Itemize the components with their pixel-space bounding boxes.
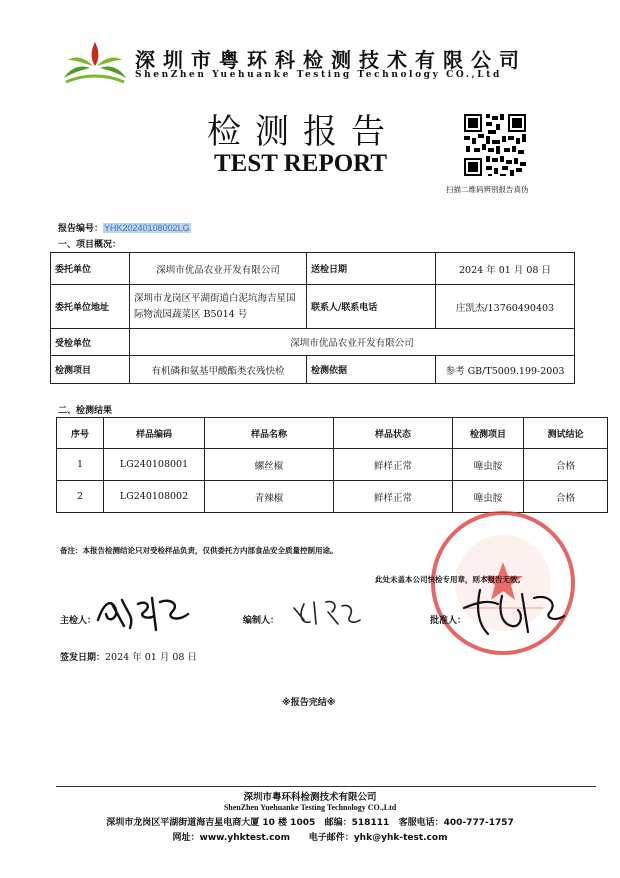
result-cell: 鲜样正常 xyxy=(334,449,453,481)
client-value: 深圳市优品农业开发有限公司 xyxy=(130,253,307,285)
address-value: 深圳市龙岗区平湖街道白泥坑海吉星国际物流园蔬菜区 B5014 号 xyxy=(130,285,307,329)
results-header-cell: 样品状态 xyxy=(334,418,453,449)
result-cell: 青辣椒 xyxy=(205,481,334,513)
basis-value: 参考 GB/T5009.199-2003 xyxy=(436,356,575,384)
footer-divider xyxy=(56,786,596,787)
footer-postcode: 518111 xyxy=(351,818,390,828)
date-value: 2024 年 01 月 08 日 xyxy=(436,253,575,285)
footer-website[interactable]: www.yhktest.com xyxy=(199,833,290,843)
company-name-en: ShenZhen Yuehuanke Testing Technology CO.,Ltd xyxy=(135,70,502,80)
section-title-overview: 一、项目概况： xyxy=(58,240,122,250)
results-table xyxy=(56,417,608,513)
results-header-cell: 检测项目 xyxy=(453,418,524,449)
company-name: 深圳市粤环科检测技术有限公司 xyxy=(135,48,527,72)
company-logo xyxy=(60,36,130,86)
results-header-cell: 测试结论 xyxy=(524,418,608,449)
qr-caption: 扫描二维码辨别报告真伪 xyxy=(446,185,529,194)
issue-date xyxy=(60,645,197,664)
results-header-cell: 样品编码 xyxy=(104,418,205,449)
client-label: 委托单位 xyxy=(51,253,130,285)
issue-date-value: 2024 年 01 月 08 日 xyxy=(105,652,197,663)
item-label: 检测项目 xyxy=(51,356,130,384)
footer-company: 深圳市粤环科检测技术有限公司 xyxy=(243,792,377,803)
result-cell: 螺丝椒 xyxy=(205,449,334,481)
inspected-label: 受检单位 xyxy=(51,329,130,356)
footer-email-label: 电子邮件： xyxy=(308,833,354,843)
item-value: 有机磷和氨基甲酸酯类农残快检 xyxy=(130,356,307,384)
report-number-value[interactable]: YHK20240108002LG xyxy=(104,223,190,233)
footer-website-label: 网址： xyxy=(172,833,200,843)
address-label: 委托单位地址 xyxy=(51,285,130,329)
footer-hotline-label: 客服电话： xyxy=(398,818,444,828)
result-cell: 2 xyxy=(57,481,104,513)
footer-address: 深圳市龙岗区平湖街道海吉星电商大厦 10 楼 1005 xyxy=(106,818,316,828)
approver-signature xyxy=(458,584,568,640)
result-cell: 合格 xyxy=(524,449,608,481)
footer-email[interactable]: yhk@yhk-test.com xyxy=(353,833,448,843)
footer-hotline: 400-777-1757 xyxy=(443,818,514,828)
date-label: 送检日期 xyxy=(307,253,436,285)
basis-label: 检测依据 xyxy=(307,356,436,384)
section-title-results: 二、检测结果 xyxy=(58,406,113,416)
contact-value: 庄凯杰/13760490403 xyxy=(436,285,575,329)
results-header-cell: 样品名称 xyxy=(205,418,334,449)
footer-contact-line xyxy=(0,815,620,828)
remark-note: 备注：本报告检测结论只对受检样品负责，仅供委托方内部食品安全质量控制用途。 xyxy=(60,546,338,555)
report-title-en: TEST REPORT xyxy=(214,150,388,177)
result-cell: LG240108002 xyxy=(104,481,205,513)
approver-label: 批准人： xyxy=(430,616,467,626)
inspector-signature xyxy=(94,590,194,634)
report-number-label: 报告编号： xyxy=(58,224,104,234)
seal-note: 此处未盖本公司快检专用章，则本报告无效。 xyxy=(375,575,525,584)
result-cell: 1 xyxy=(57,449,104,481)
result-cell: 噻虫胺 xyxy=(453,449,524,481)
result-cell: 鲜样正常 xyxy=(334,481,453,513)
report-title: 检测报告 xyxy=(207,112,399,152)
editor-label: 编制人： xyxy=(243,616,280,626)
table-row xyxy=(57,449,608,481)
result-cell: LG240108001 xyxy=(104,449,205,481)
inspected-value: 深圳市优品农业开发有限公司 xyxy=(130,329,575,356)
result-cell: 合格 xyxy=(524,481,608,513)
report-end: ※报告完结※ xyxy=(282,698,336,708)
report-number xyxy=(58,216,191,235)
inspector-label: 主检人： xyxy=(60,616,97,626)
footer-web-line xyxy=(0,830,620,843)
project-info-table xyxy=(50,252,575,384)
footer-company-en: ShenZhen Yuehuanke Testing Technology CO.,Ltd xyxy=(223,803,397,812)
contact-label: 联系人/联系电话 xyxy=(307,285,436,329)
editor-signature xyxy=(290,596,370,630)
qr-code[interactable] xyxy=(462,112,528,178)
issue-date-label: 签发日期： xyxy=(60,653,106,663)
result-cell: 噻虫胺 xyxy=(453,481,524,513)
footer-postcode-label: 邮编： xyxy=(324,818,352,828)
results-header-cell: 序号 xyxy=(57,418,104,449)
